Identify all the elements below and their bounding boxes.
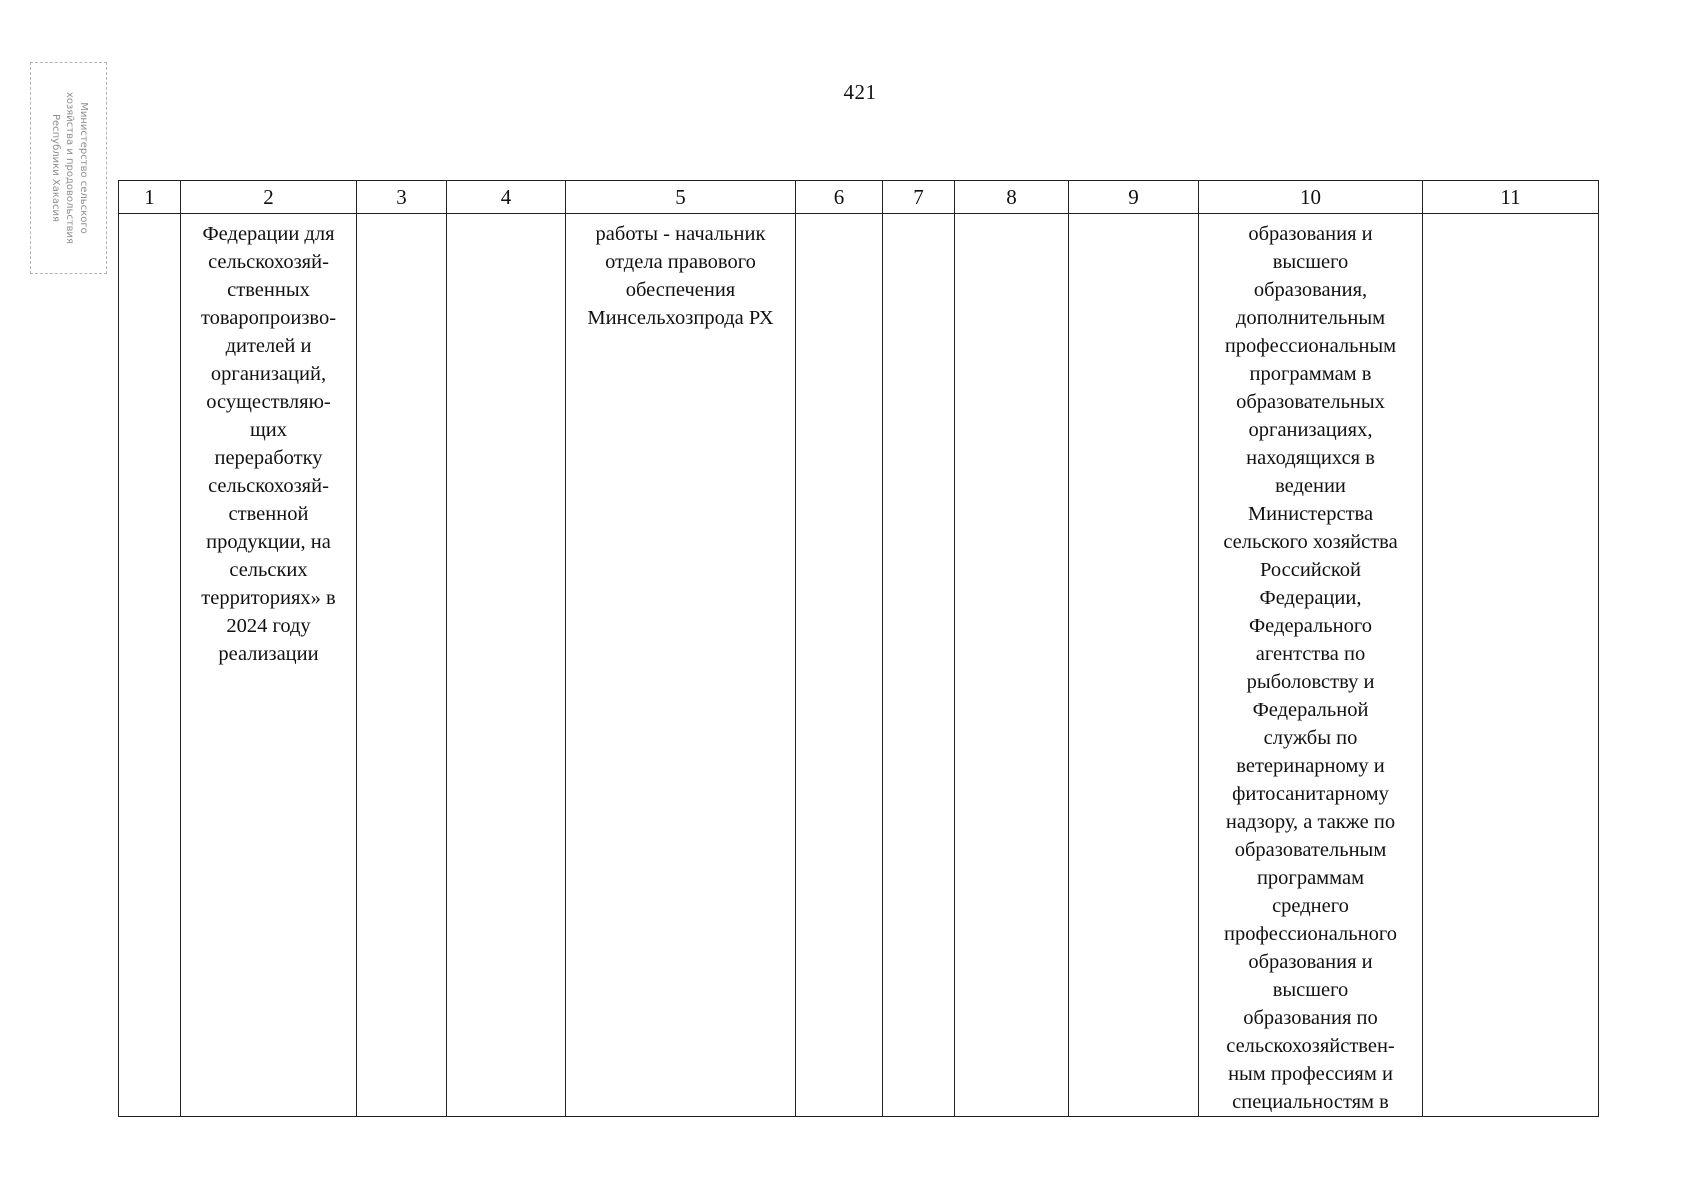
page-number: 421 (843, 80, 877, 104)
cell-col8 (955, 214, 1069, 1117)
cell-line: дителей и (225, 335, 312, 357)
cell-line: сельского хозяйства (1223, 531, 1398, 553)
cell-col11 (1423, 214, 1599, 1117)
table-row (119, 214, 1599, 1117)
cell-line: программам в (1249, 363, 1372, 385)
cell-line: Минсельхозпрода РХ (587, 307, 774, 329)
column-header: 5 (566, 181, 796, 214)
cell-line: агентства по (1255, 643, 1366, 665)
cell-col7 (883, 214, 955, 1117)
cell-line: ным профессиям и (1228, 1063, 1393, 1085)
cell-line: ственных (227, 279, 310, 301)
document-table (118, 180, 1599, 1117)
cell-line: организациях, (1248, 419, 1373, 441)
cell-line: ветеринарному и (1236, 755, 1385, 777)
cell-line: высшего (1272, 979, 1349, 1001)
cell-col3 (357, 214, 447, 1117)
cell-line: сельскохозяй- (208, 251, 329, 273)
cell-line: образовательным (1234, 839, 1387, 861)
cell-line: работы - начальник (595, 223, 766, 245)
cell-line: ведении (1275, 475, 1346, 497)
cell-line: товаропроизво- (200, 307, 337, 329)
cell-line: обеспечения (625, 279, 736, 301)
cell-line: фитосанитарному (1232, 783, 1389, 805)
column-header: 2 (181, 181, 357, 214)
cell-line: щих (249, 419, 287, 441)
stamp-line: хозяйства и продовольствия (63, 91, 75, 245)
cell-line: Российской (1259, 559, 1362, 581)
cell-col1 (119, 214, 181, 1117)
cell-col6 (796, 214, 883, 1117)
cell-line: территориях» в (201, 587, 336, 609)
cell-line: службы по (1263, 727, 1358, 749)
column-header: 3 (357, 181, 447, 214)
cell-col10 (1199, 214, 1423, 1117)
cell-line: отдела правового (605, 251, 756, 273)
cell-line: надзору, а также по (1225, 811, 1396, 833)
cell-line: сельскохозяйствен- (1226, 1035, 1395, 1057)
column-header: 4 (447, 181, 566, 214)
cell-line: программам (1256, 867, 1365, 889)
column-header: 7 (883, 181, 955, 214)
cell-line: Министерства (1247, 503, 1374, 525)
column-header: 6 (796, 181, 883, 214)
cell-line: 2024 году (226, 615, 311, 637)
cell-line: Федерации, (1259, 587, 1362, 609)
cell-line: образования и (1248, 223, 1373, 245)
column-header: 11 (1423, 181, 1599, 214)
cell-line: дополнительным (1235, 307, 1386, 329)
cell-line: сельскохозяй- (208, 475, 329, 497)
registration-stamp (30, 62, 107, 274)
cell-line: ственной (228, 503, 309, 525)
column-header: 8 (955, 181, 1069, 214)
cell-line: Федерального (1248, 615, 1373, 637)
cell-line: осуществляю- (206, 391, 331, 413)
cell-line: рыболовству и (1246, 671, 1375, 693)
cell-line: образования, (1253, 279, 1368, 301)
cell-line: сельских (229, 559, 308, 581)
cell-col5 (566, 214, 796, 1117)
cell-line: находящихся в (1246, 447, 1375, 469)
cell-col2 (181, 214, 357, 1117)
cell-line: продукции, на (206, 531, 331, 553)
cell-line: специальностям в (1232, 1091, 1389, 1113)
cell-line: Федеральной (1252, 699, 1369, 721)
cell-col4 (447, 214, 566, 1117)
cell-line: организаций, (210, 363, 327, 385)
cell-line: реализации (218, 643, 319, 665)
cell-line: профессиональным (1224, 335, 1397, 357)
stamp-line: Республики Хакасия (49, 113, 61, 223)
column-header: 10 (1199, 181, 1423, 214)
cell-col9 (1069, 214, 1199, 1117)
column-header: 9 (1069, 181, 1199, 214)
cell-line: профессионального (1224, 923, 1397, 945)
cell-line: Федерации для (202, 223, 335, 245)
stamp-line: Министерство сельского (77, 102, 89, 234)
cell-line: образовательных (1236, 391, 1385, 413)
cell-line: образования по (1243, 1007, 1378, 1029)
header-row (119, 181, 1599, 214)
stamp-text (48, 92, 90, 244)
cell-line: переработку (214, 447, 323, 469)
cell-line: среднего (1272, 895, 1349, 917)
cell-line: высшего (1272, 251, 1349, 273)
column-header: 1 (119, 181, 181, 214)
cell-line: образования и (1248, 951, 1373, 973)
